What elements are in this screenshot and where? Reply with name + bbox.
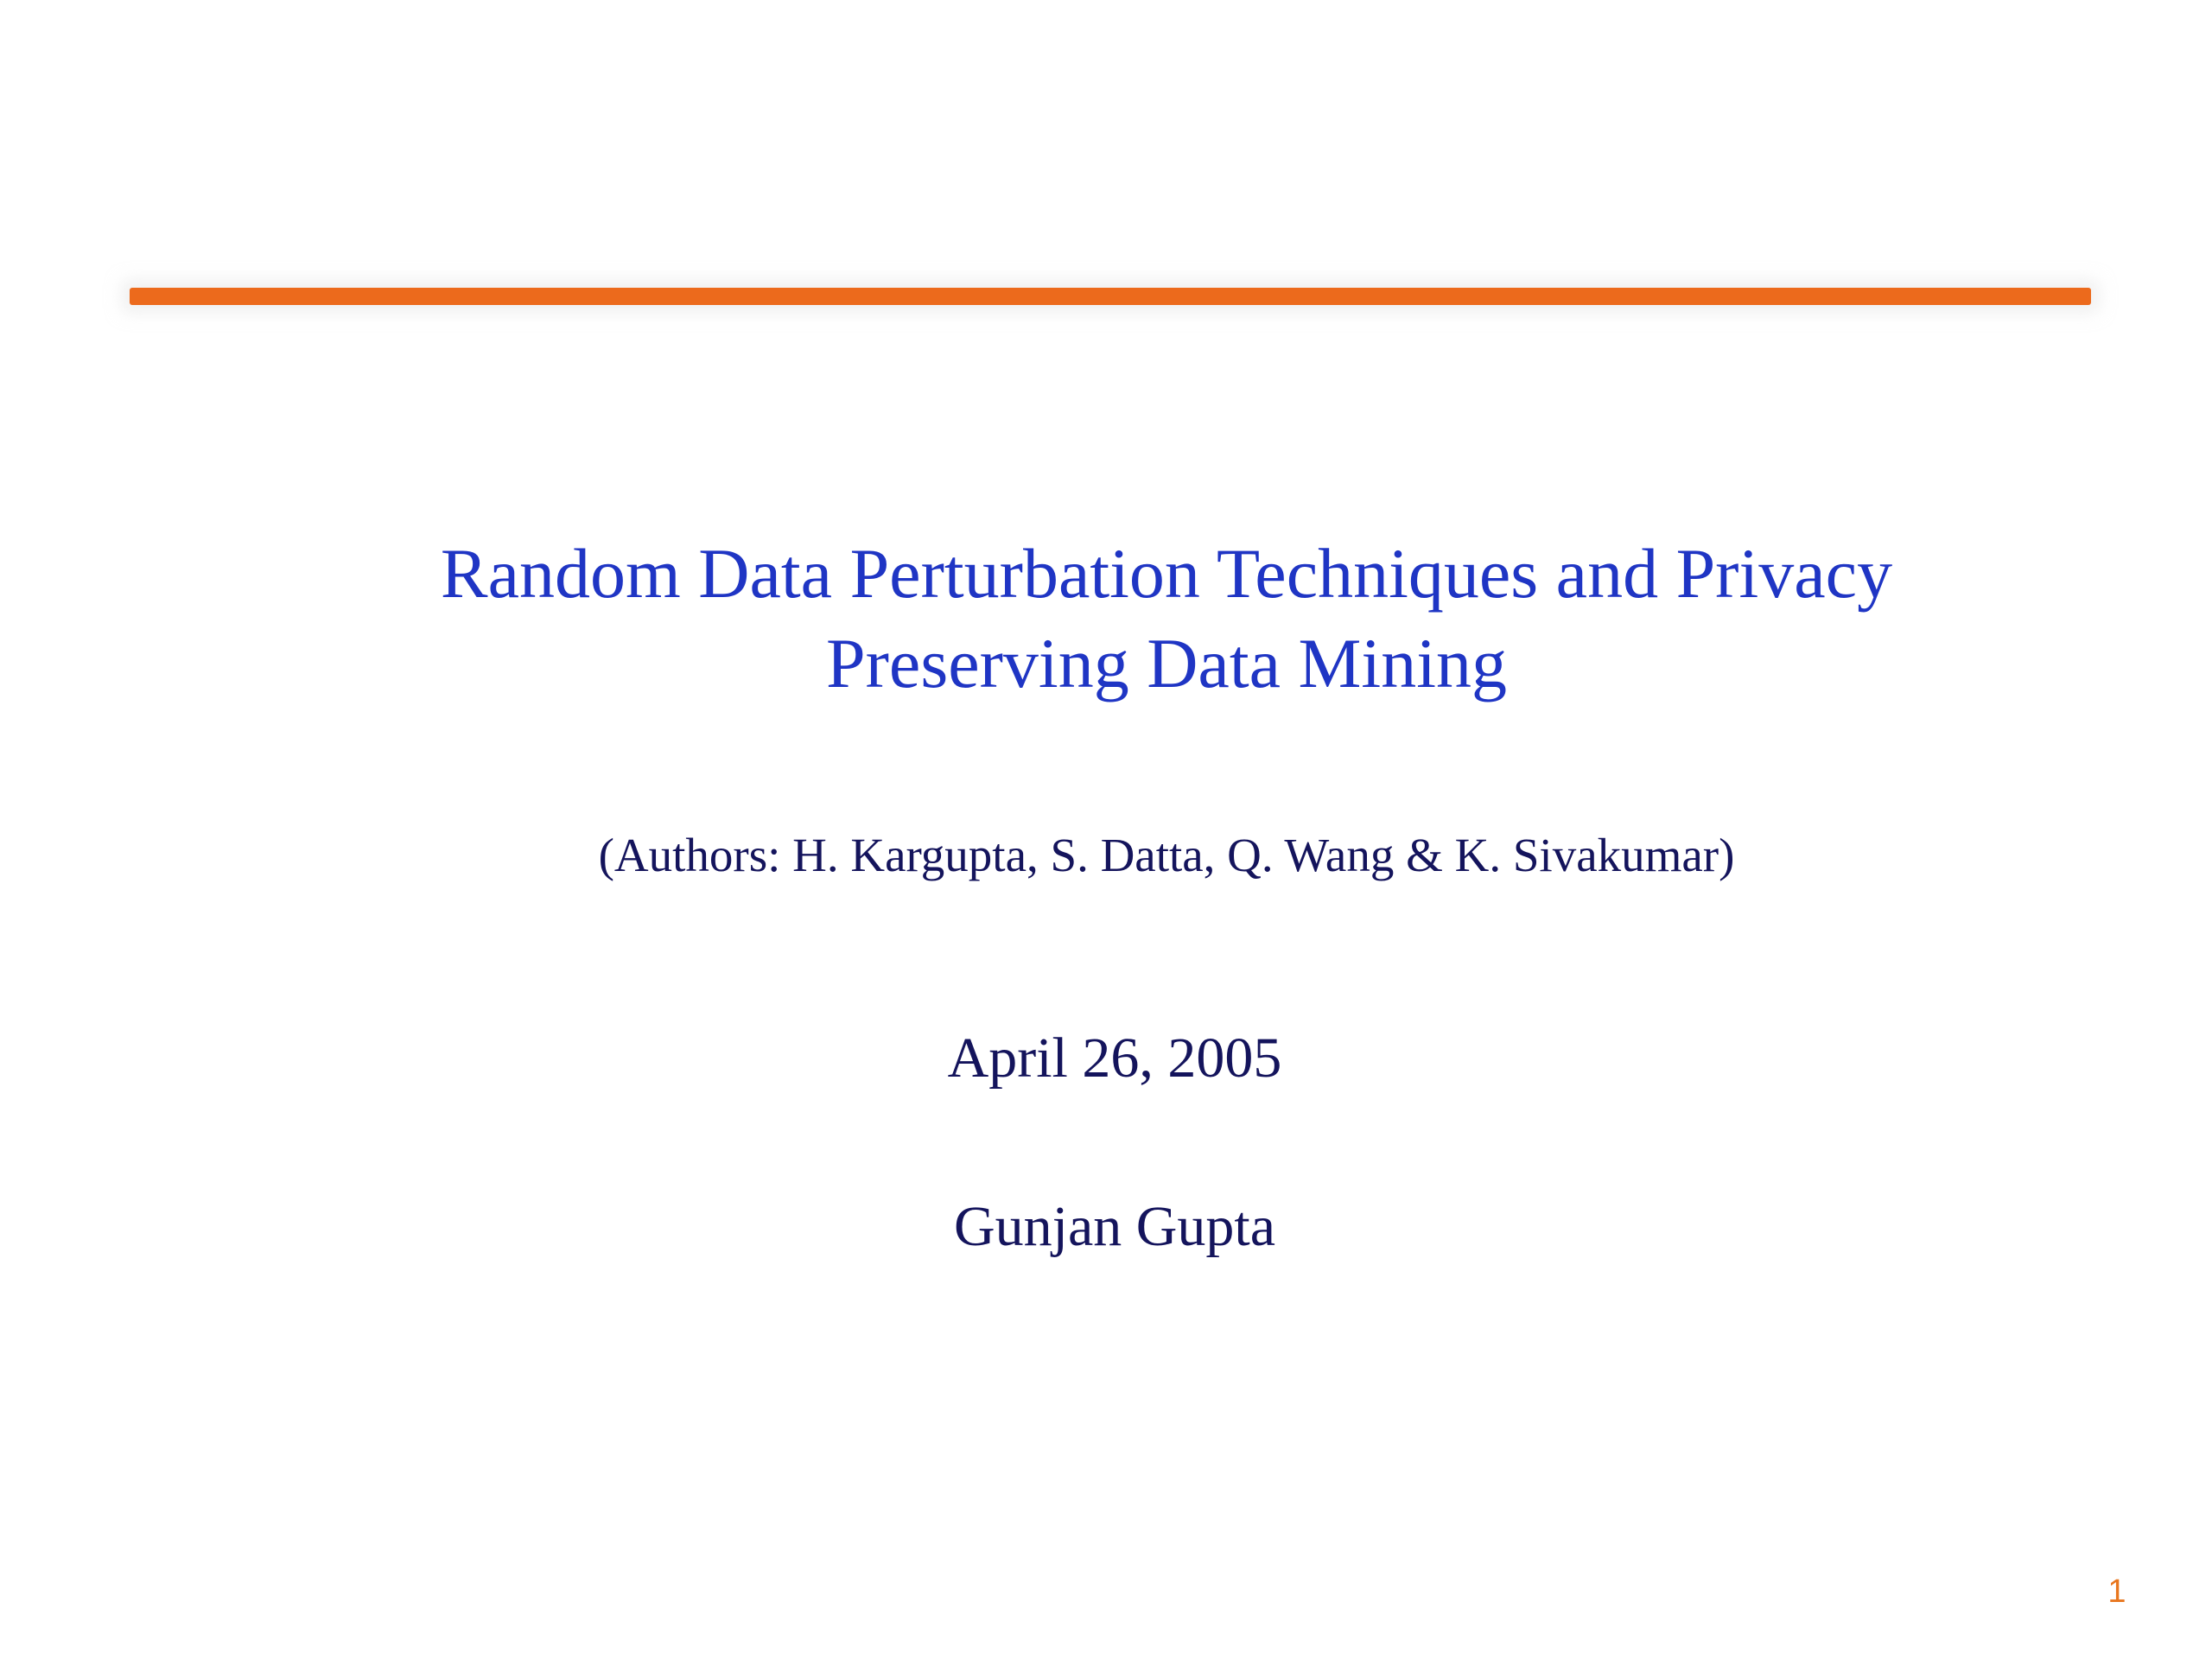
slide-title-line-2: Preserving Data Mining (826, 624, 1507, 702)
slide-title-line-1: Random Data Perturbation Techniques and Privacy (440, 534, 1893, 613)
page-number: 1 (2107, 1573, 2126, 1610)
authors-line: (Authors: H. Kargupta, S. Datta, Q. Wang & K. Sivakumar) (598, 829, 1735, 881)
presenter-name: Gunjan Gupta (953, 1195, 1276, 1258)
accent-bar (130, 288, 2091, 305)
slide-title (259, 529, 2074, 709)
presentation-date: April 26, 2005 (947, 1027, 1282, 1090)
